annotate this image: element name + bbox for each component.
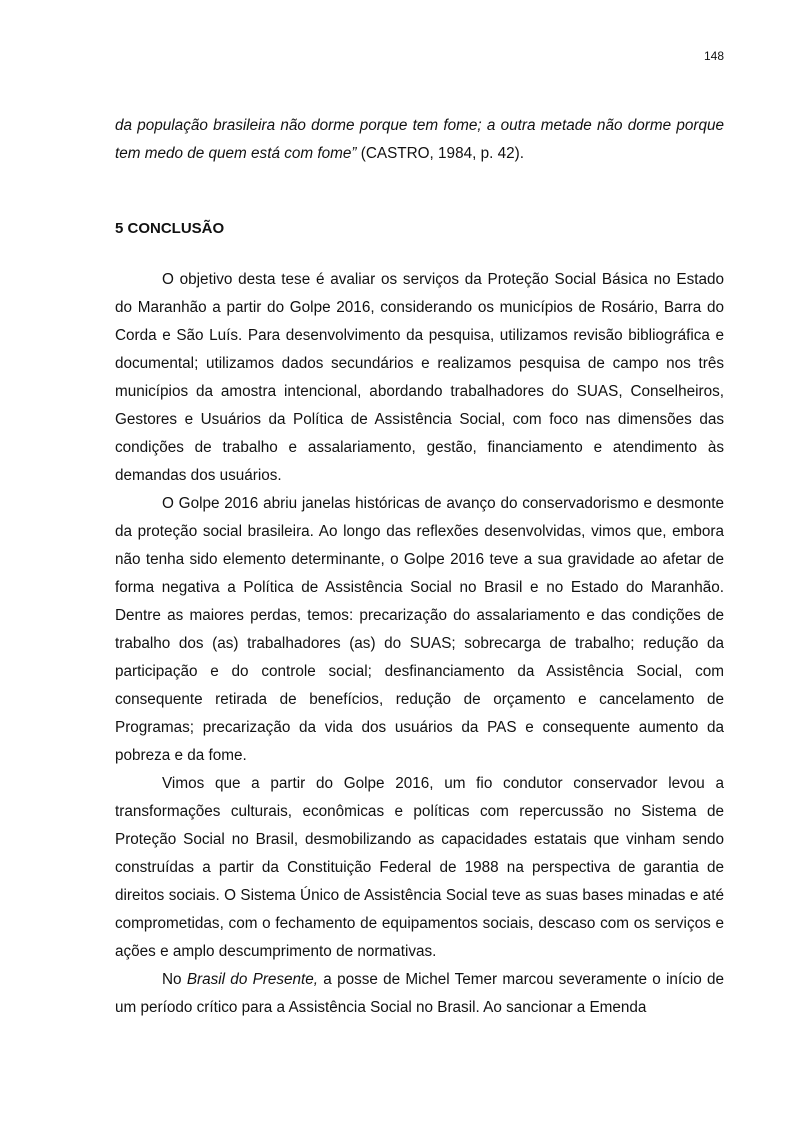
page-number: 148 (703, 49, 724, 63)
paragraph-4 (115, 966, 724, 1022)
paragraph-4-start: No (162, 971, 187, 988)
quote-citation: (CASTRO, 1984, p. 42). (356, 145, 524, 162)
paragraph-4-italic: Brasil do Presente, (186, 971, 319, 988)
paragraph-4-rest: a posse de Michel Temer marcou severamente o início de um período crítico para a Assistência Social no Brasil. Ao sancionar a Emenda (115, 971, 724, 1016)
page-body (115, 112, 724, 1022)
paragraph-2: O Golpe 2016 abriu janelas históricas de avanço do conservadorismo e desmonte da proteção social brasileira. Ao longo das reflexões desenvolvidas, vimos que, embora não tenha sido elemento determinante, o Golpe 2016 teve a sua gravidade ao afetar de forma negativa a Política de Assistência Social no Brasil e no Estado do Maranhão. Dentre as maiores perdas, temos: precarização do assalariamento e das condições de trabalho dos (as) trabalhadores (as) do SUAS; sobrecarga de trabalho; redução da participação e do controle social; desfinanciamento da Assistência Social, com consequente retirada de benefícios, redução de orçamento e cancelamento de Programas; precarização da vida dos usuários da PAS e consequente aumento da pobreza e da fome. (115, 495, 724, 764)
quote-paragraph (115, 112, 724, 168)
paragraph-3: Vimos que a partir do Golpe 2016, um fio condutor conservador levou a transformações culturais, econômicas e políticas com repercussão no Sistema de Proteção Social no Brasil, desmobilizando as capacidades estatais que vinham sendo construídas a partir da Constituição Federal de 1988 na perspectiva de garantia de direitos sociais. O Sistema Único de Assistência Social teve as suas bases minadas e até comprometidas, com o fechamento de equipamentos sociais, descaso com os serviços e ações e amplo descumprimento de normativas. (115, 775, 724, 960)
section-heading: 5 CONCLUSÃO (115, 220, 225, 237)
paragraph-1: O objetivo desta tese é avaliar os serviços da Proteção Social Básica no Estado do Maranhão a partir do Golpe 2016, considerando os municípios de Rosário, Barra do Corda e São Luís. Para desenvolvimento da pesquisa, utilizamos revisão bibliográfica e documental; utilizamos dados secundários e realizamos pesquisa de campo nos três municípios da amostra intencional, abordando trabalhadores do SUAS, Conselheiros, Gestores e Usuários da Política de Assistência Social, com foco nas dimensões das condições de trabalho e assalariamento, gestão, financiamento e atendimento às demandas dos usuários. (115, 271, 724, 484)
quote-italic-text: da população brasileira não dorme porque tem fome; a outra metade não dorme porque tem medo de quem está com fome” (115, 117, 724, 162)
